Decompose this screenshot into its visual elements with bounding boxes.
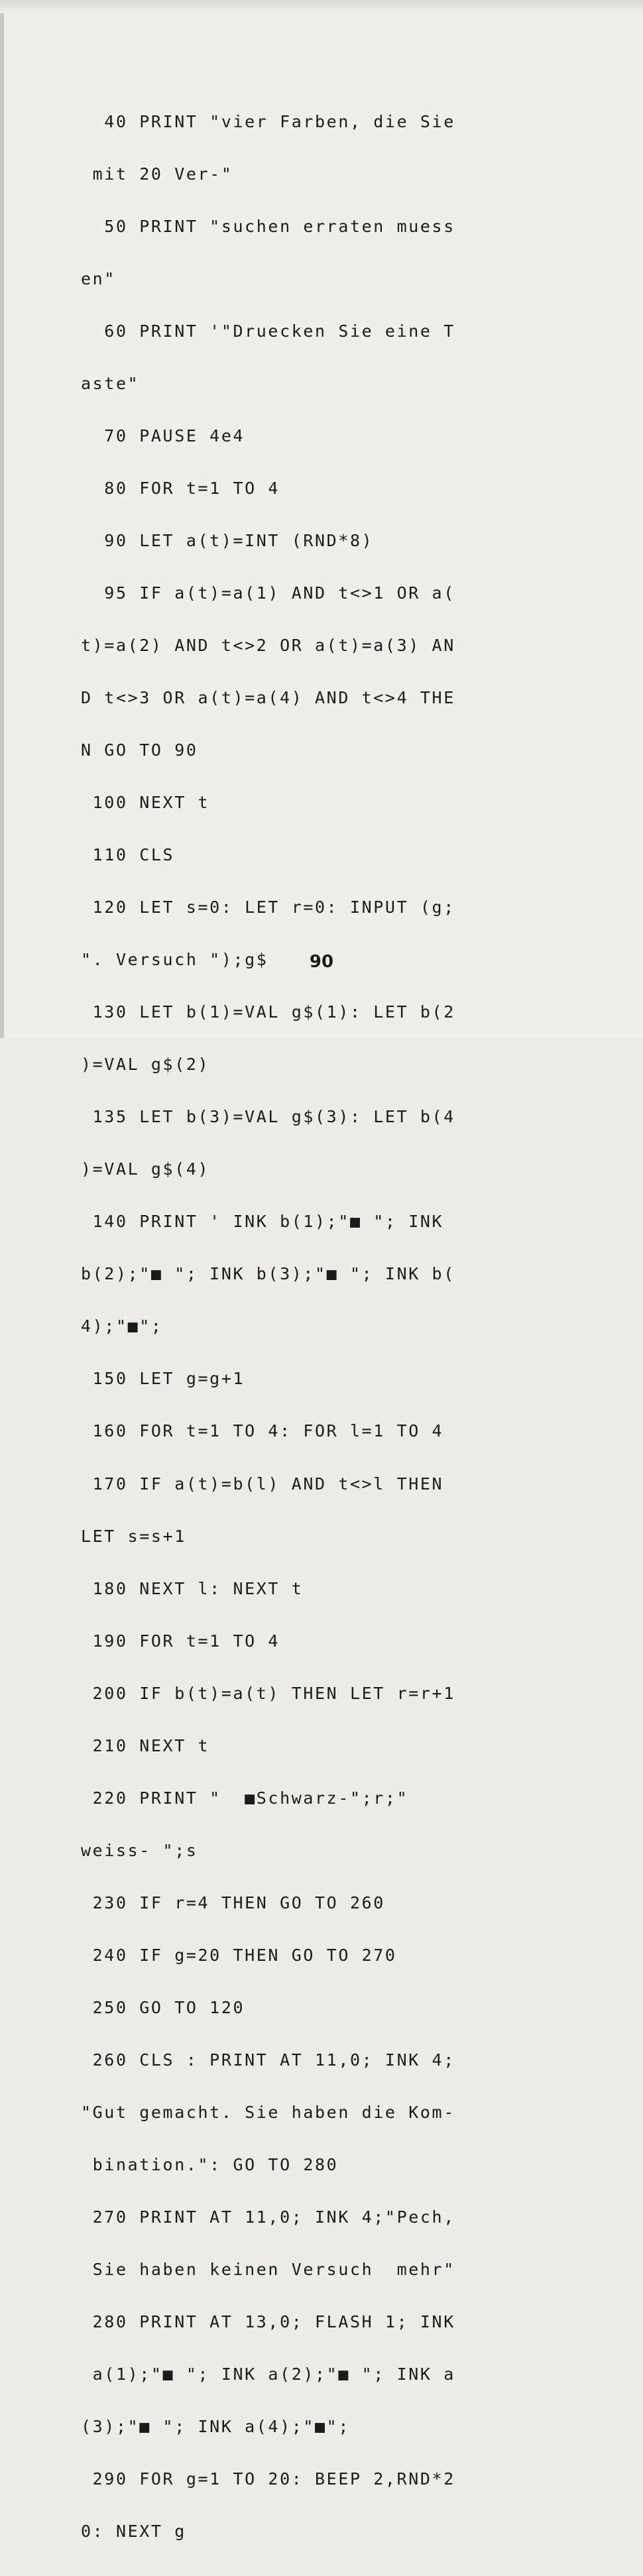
code-line: 290 FOR g=1 TO 20: BEEP 2,RND*2 <box>81 2469 455 2489</box>
code-line: b(2);"■ "; INK b(3);"■ "; INK b( <box>81 1264 455 1284</box>
code-line: 40 PRINT "vier Farben, die Sie <box>81 111 455 131</box>
code-line: 240 IF g=20 THEN GO TO 270 <box>81 1945 397 1965</box>
code-line: 130 LET b(1)=VAL g$(1): LET b(2 <box>81 1002 455 1022</box>
code-line: 60 PRINT '"Druecken Sie eine T <box>81 321 455 341</box>
code-line: a(1);"■ "; INK a(2);"■ "; INK a <box>81 2365 455 2384</box>
code-line: 190 FOR t=1 TO 4 <box>81 1631 280 1651</box>
code-line: 270 PRINT AT 11,0; INK 4;"Pech, <box>81 2207 455 2227</box>
code-line: "Gut gemacht. Sie haben die Kom- <box>81 2102 455 2122</box>
code-line: aste" <box>81 373 140 393</box>
code-line: 135 LET b(3)=VAL g$(3): LET b(4 <box>81 1107 455 1127</box>
code-line: D t<>3 OR a(t)=a(4) AND t<>4 THE <box>81 688 455 708</box>
code-line: 95 IF a(t)=a(1) AND t<>1 OR a( <box>81 583 455 603</box>
code-line: 160 FOR t=1 TO 4: FOR l=1 TO 4 <box>81 1421 444 1441</box>
code-line: (3);"■ "; INK a(4);"■"; <box>81 2417 350 2437</box>
code-line: t)=a(2) AND t<>2 OR a(t)=a(3) AN <box>81 636 455 655</box>
code-line: mit 20 Ver-" <box>81 164 233 184</box>
code-line: ". Versuch ");g$ <box>81 950 268 970</box>
code-line: 50 PRINT "suchen erraten muess <box>81 216 455 236</box>
code-line: N GO TO 90 <box>81 740 198 760</box>
page-top-edge <box>0 0 643 13</box>
code-line: 150 LET g=g+1 <box>81 1369 245 1389</box>
code-line: 220 PRINT " ■Schwarz-";r;" <box>81 1788 409 1808</box>
code-line: 230 IF r=4 THEN GO TO 260 <box>81 1893 385 1912</box>
code-line: 90 LET a(t)=INT (RND*8) <box>81 530 374 550</box>
page-left-edge <box>0 0 4 1038</box>
code-line: Sie haben keinen Versuch mehr" <box>81 2259 455 2279</box>
code-line: 70 PAUSE 4e4 <box>81 426 245 445</box>
code-line: 250 GO TO 120 <box>81 1997 245 2017</box>
code-line: 0: NEXT g <box>81 2522 186 2542</box>
code-line: 140 PRINT ' INK b(1);"■ "; INK <box>81 1212 444 1232</box>
code-line: )=VAL g$(2) <box>81 1055 210 1075</box>
code-line: 200 IF b(t)=a(t) THEN LET r=r+1 <box>81 1683 455 1703</box>
basic-program-listing <box>81 78 492 2575</box>
code-line: 260 CLS : PRINT AT 11,0; INK 4; <box>81 2050 455 2070</box>
code-line: weiss- ";s <box>81 1840 198 1860</box>
code-line: 120 LET s=0: LET r=0: INPUT (g; <box>81 898 455 917</box>
code-line: 210 NEXT t <box>81 1735 210 1755</box>
code-line: 280 PRINT AT 13,0; FLASH 1; INK <box>81 2312 455 2331</box>
page-number: 90 <box>309 952 334 972</box>
code-line: en" <box>81 268 116 288</box>
code-line: LET s=s+1 <box>81 1526 186 1546</box>
code-line: 4);"■"; <box>81 1317 163 1336</box>
code-line: 170 IF a(t)=b(l) AND t<>l THEN <box>81 1474 444 1493</box>
code-line: 180 NEXT l: NEXT t <box>81 1578 304 1598</box>
code-line: bination.": GO TO 280 <box>81 2154 339 2174</box>
code-line: 110 CLS <box>81 845 175 865</box>
code-line: 100 NEXT t <box>81 793 210 813</box>
code-line: 80 FOR t=1 TO 4 <box>81 478 280 498</box>
code-line: )=VAL g$(4) <box>81 1159 210 1179</box>
